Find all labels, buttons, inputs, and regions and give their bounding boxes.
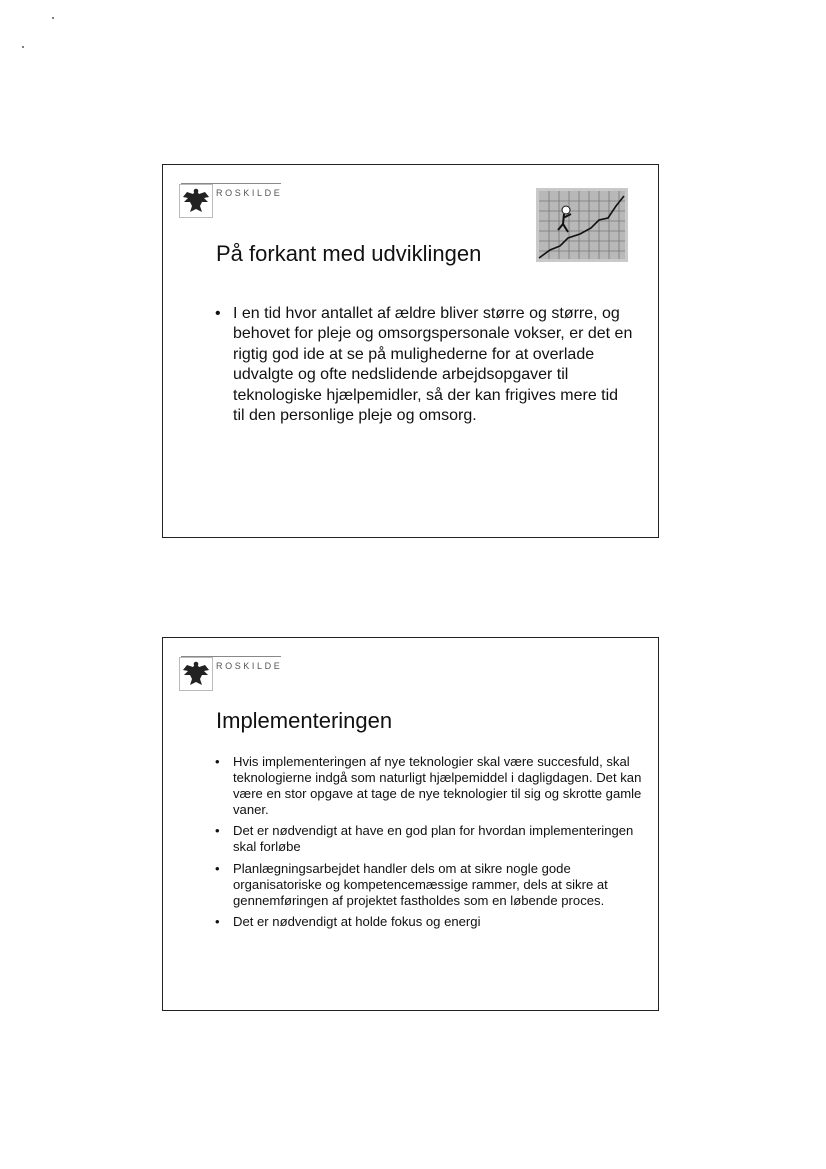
bullet-text: Planlægningsarbejdet handler dels om at sikre nogle gode organisatoriske og kompetencemæssige rammer, dels at sikre at gennemføringen af projektet fastholdes som en løbende proces. [233,860,608,908]
bullet-icon: • [215,823,220,839]
bullet-text: Hvis implementeringen af nye teknologier skal være succesfuld, skal teknologierne indgå som naturligt hjælpemiddel i dagligdagen. Det kan være en stor opgave at tage de nye teknologier til sig og skrotte gamle vaner. [233,754,642,818]
brand-name: ROSKILDE [216,188,283,198]
roskilde-logo [179,181,289,221]
slide-title: På forkant med udviklingen [216,241,482,266]
brand-name: ROSKILDE [216,661,283,671]
bullet-text: Det er nødvendigt at have en god plan for hvordan implementeringen skal forløbe [233,823,634,855]
bullet-icon: • [215,754,220,769]
list-item [215,304,633,426]
slide-1 [162,164,659,538]
list-item [215,913,643,930]
roskilde-crest-icon [179,184,213,218]
chart-climb-icon [536,188,628,262]
bullet-icon: • [215,860,220,876]
bullet-text: Det er nødvendigt at holde fokus og energi [233,913,481,929]
scan-speck [22,46,24,48]
bullet-icon: • [215,305,221,322]
roskilde-crest-icon [179,657,213,691]
list-item [215,860,643,909]
list-item [215,823,643,855]
slide-2 [162,637,659,1011]
slide-title: Implementeringen [216,708,393,733]
roskilde-logo [179,654,289,694]
list-item [215,754,643,818]
bullet-text: I en tid hvor antallet af ældre bliver større og større, og behovet for pleje og omsorgspersonale vokser, er det en rigtig god ide at se på mulighederne for at overlade udvalgte og ofte nedslidende arbejdsopgaver til teknologiske hjælpemidler, så der kan frigives mere tid til den personlige pleje og omsorg. [233,305,633,425]
bullet-icon: • [215,913,220,929]
scan-speck [52,17,54,19]
bullet-list [215,754,643,935]
bullet-list [215,304,633,426]
